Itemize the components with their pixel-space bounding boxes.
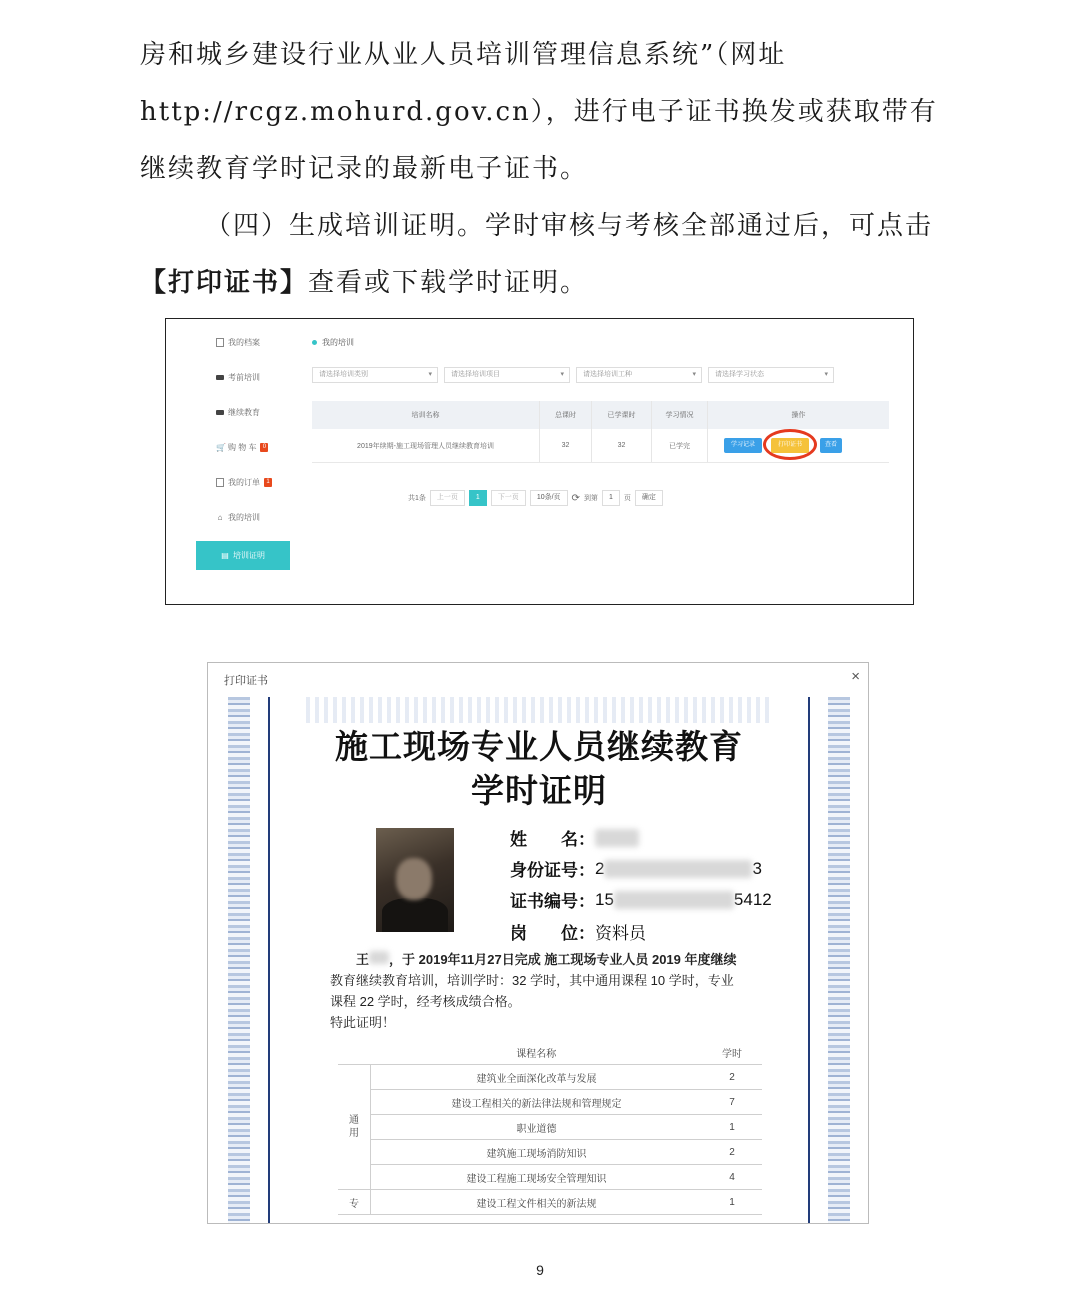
highlight-circle	[763, 429, 817, 460]
cert-text-line-2: 教育继续教育培训，培训学时：32 学时，其中通用课程 10 学时，专业	[330, 973, 734, 988]
group-major: 专	[338, 1190, 371, 1215]
course-name: 建筑施工现场消防知识	[371, 1140, 703, 1165]
order-icon	[216, 478, 224, 487]
sidebar-item-cart[interactable]	[216, 442, 268, 453]
cart-icon: 🛒	[216, 442, 226, 452]
cert-text-line-3: 课程 22 学时，经考核成绩合格。	[330, 994, 521, 1009]
job-type-select[interactable]	[576, 367, 702, 383]
table-row	[338, 1165, 762, 1190]
sidebar-item-label: 考前培训	[228, 373, 260, 382]
box-icon	[216, 375, 224, 380]
course-hours: 7	[702, 1090, 762, 1115]
photo-shoulders	[382, 898, 448, 932]
chevron-down-icon: ▾	[560, 371, 564, 378]
certificate-title-1: 施工现场专业人员继续教育	[335, 727, 743, 766]
breadcrumb-label: 我的培训	[322, 338, 354, 347]
training-icon: ⌂	[217, 512, 223, 522]
table-header	[312, 401, 889, 429]
cert-number-prefix: 15	[595, 889, 614, 909]
breadcrumb	[312, 337, 354, 348]
holder-surname: 王	[356, 952, 370, 967]
course-name: 建筑业全面深化改革与发展	[371, 1065, 703, 1090]
redacted-name	[595, 829, 639, 847]
dialog-title: 打印证书	[224, 675, 268, 687]
photo-head	[396, 858, 432, 900]
course-name-header: 课程名称	[371, 1040, 703, 1065]
redacted-cert-number	[614, 891, 734, 909]
holder-photo	[376, 828, 454, 932]
pagination	[408, 490, 663, 506]
course-table-header	[338, 1040, 762, 1065]
sidebar-item-label: 购 物 车	[228, 443, 257, 452]
print-cert-keyword: 【打印证书】	[140, 268, 309, 298]
cert-number-suffix: 5412	[733, 889, 772, 909]
post-value: 资料员	[595, 924, 646, 943]
refresh-icon[interactable]: ⟳	[571, 492, 580, 504]
group-column	[338, 1040, 371, 1065]
chevron-down-icon: ▾	[692, 371, 696, 378]
col-done: 已学课时	[592, 401, 652, 429]
select-value: 请选择培训类别	[319, 371, 368, 378]
id-prefix: 2	[595, 858, 605, 878]
category-select[interactable]	[312, 367, 438, 383]
doc-line-5-rest: 查看或下载学时证明。	[308, 268, 589, 298]
sidebar-item-continuing-edu[interactable]	[216, 407, 260, 418]
goto-label: 到第	[583, 495, 598, 502]
course-hours: 4	[702, 1165, 762, 1190]
redacted-id	[604, 860, 752, 878]
course-hours: 2	[702, 1140, 762, 1165]
col-total: 总课时	[540, 401, 592, 429]
col-actions: 操作	[791, 412, 806, 419]
orders-badge: 1	[264, 478, 272, 487]
certificate-title-2: 学时证明	[471, 771, 607, 810]
sidebar-item-archive[interactable]	[216, 337, 260, 348]
doc-line-4: （四）生成培训证明。学时审核与考核全部通过后，可点击	[205, 211, 934, 241]
post-label: 岗 位：	[510, 924, 595, 944]
doc-line-1: 房和城乡建设行业从业人员培训管理信息系统”（网址	[140, 40, 787, 70]
course-hours: 2	[702, 1065, 762, 1090]
doc-line-2: http://rcgz.mohurd.gov.cn），进行电子证书换发或获取带有	[140, 97, 938, 127]
certificate	[226, 697, 852, 1224]
page-number: 9	[536, 1262, 544, 1278]
sidebar-item-orders[interactable]	[216, 477, 272, 488]
name-label: 姓 名：	[510, 830, 595, 850]
cert-text-line-1	[356, 949, 737, 968]
id-label: 身份证号：	[510, 861, 595, 881]
table-row	[338, 1140, 762, 1165]
table-row	[338, 1090, 762, 1115]
group-general-label: 通用	[349, 1115, 359, 1139]
cart-badge: 0	[260, 443, 268, 452]
row-total: 32	[540, 429, 592, 462]
sidebar-item-label: 我的档案	[228, 338, 260, 347]
row-status: 已学完	[652, 429, 708, 462]
cert-number-label: 证书编号：	[510, 892, 595, 912]
box-icon	[216, 410, 224, 415]
table-row	[312, 429, 889, 463]
col-name: 培训名称	[312, 401, 540, 429]
sidebar-item-label: 培训证明	[233, 551, 265, 560]
sidebar-item-label: 继续教育	[228, 408, 260, 417]
completion-text: ，于 2019年11月27日完成 施工现场专业人员 2019 年度继续	[389, 952, 737, 967]
course-hours: 1	[702, 1115, 762, 1140]
chevron-down-icon: ▾	[428, 371, 432, 378]
table-row	[338, 1065, 762, 1090]
course-name: 职业道德	[371, 1115, 703, 1140]
study-record-button[interactable]: 学习记录	[724, 438, 762, 453]
next-page-button[interactable]: 下一页	[491, 490, 526, 506]
course-hours-header: 学时	[702, 1040, 762, 1065]
course-name: 建设工程文件相关的新法规	[371, 1190, 703, 1215]
chevron-down-icon: ▾	[824, 371, 828, 378]
study-status-select[interactable]	[708, 367, 834, 383]
course-name: 建设工程相关的新法律法规和管理规定	[371, 1090, 703, 1115]
certificate-icon: ▤	[221, 550, 229, 560]
sidebar-item-label: 我的培训	[228, 513, 260, 522]
name-field	[510, 825, 639, 850]
page-unit: 页	[623, 495, 631, 502]
close-icon[interactable]: ×	[851, 668, 860, 685]
sidebar-item-my-training[interactable]	[216, 512, 260, 523]
course-table	[338, 1040, 762, 1215]
table-row	[338, 1190, 762, 1215]
row-name: 2019年续期-施工现场管理人员继续教育培训	[312, 429, 540, 462]
doc-line-3: 继续教育学时记录的最新电子证书。	[140, 154, 589, 184]
doc-icon	[216, 338, 224, 347]
id-field	[510, 856, 762, 881]
select-value: 请选择学习状态	[715, 371, 764, 378]
doc-line-5	[140, 262, 588, 299]
select-value: 请选择培训项目	[451, 371, 500, 378]
row-done: 32	[592, 429, 652, 462]
view-button[interactable]: 查看	[820, 438, 842, 453]
current-page-button[interactable]: 1	[469, 490, 487, 506]
breadcrumb-dot-icon	[312, 340, 317, 345]
sidebar-item-certificate[interactable]	[196, 541, 290, 570]
project-select[interactable]	[444, 367, 570, 383]
redacted-given-name	[369, 951, 389, 964]
sidebar-item-label: 我的订单	[228, 478, 260, 487]
id-suffix: 3	[752, 858, 762, 878]
cert-number-field	[510, 887, 772, 912]
group-general	[338, 1065, 371, 1190]
goto-confirm-button[interactable]: 确定	[635, 490, 663, 506]
training-list-screenshot	[165, 318, 914, 605]
cert-text-line-4: 特此证明！	[330, 1015, 396, 1030]
prev-page-button[interactable]: 上一页	[430, 490, 465, 506]
course-name: 建设工程施工现场安全管理知识	[371, 1165, 703, 1190]
print-certificate-dialog	[207, 662, 869, 1224]
table-row	[338, 1115, 762, 1140]
certificate-crest	[306, 697, 772, 723]
print-certificate-button[interactable]: 打印证书	[771, 438, 809, 453]
select-value: 请选择培训工种	[583, 371, 632, 378]
page-size-select[interactable]: 10条/页	[530, 490, 568, 506]
post-field	[510, 919, 646, 944]
col-status: 学习情况	[652, 401, 708, 429]
course-hours: 1	[702, 1190, 762, 1215]
goto-page-input[interactable]: 1	[602, 490, 620, 506]
pager-total: 共1条	[408, 495, 426, 502]
sidebar-item-pre-exam[interactable]	[216, 372, 260, 383]
